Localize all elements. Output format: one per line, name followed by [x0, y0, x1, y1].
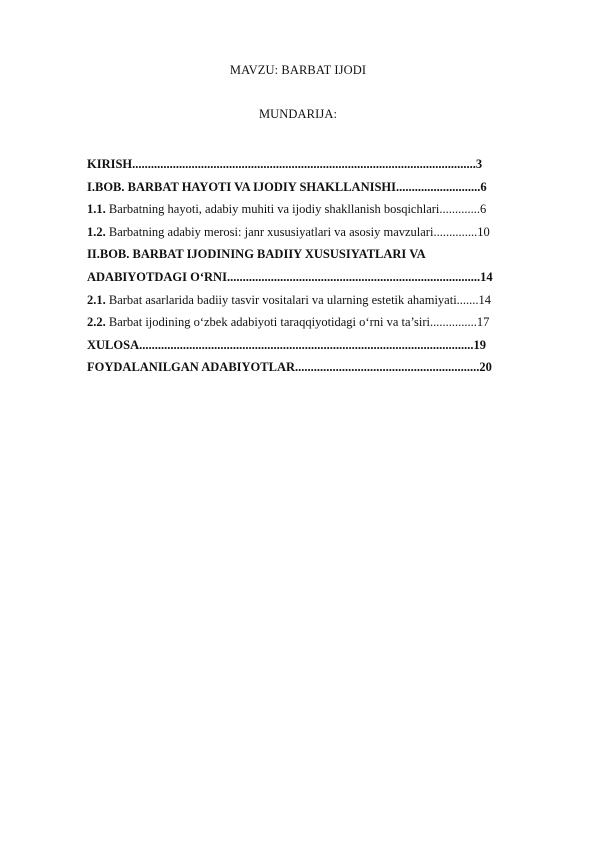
- toc-page-number: 6: [480, 202, 487, 217]
- toc-page-number: 3: [475, 157, 483, 171]
- toc-page-number: 10: [477, 224, 490, 239]
- toc-entry-text: II.BOB. BARBAT IJODINING BADIIY XUSUSIYATLARI VA: [87, 247, 426, 262]
- toc-entry-section-1-1[interactable]: [87, 198, 541, 221]
- toc-entry-section-2-2[interactable]: [87, 311, 541, 334]
- toc-section-number: 2.2.: [87, 315, 106, 330]
- toc-entry-bibliography[interactable]: [87, 356, 541, 379]
- toc-leader-dots: ..............................................................................................................: [132, 157, 476, 171]
- toc-entry-text: Barbatning adabiy merosi: janr xususiyatlari va asosiy mavzulari: [105, 224, 434, 239]
- toc-page-number: 17: [476, 315, 490, 330]
- toc-leader-dots: ...........................................................: [295, 360, 480, 375]
- table-of-contents: [87, 153, 541, 379]
- toc-leader-dots: ..............: [433, 224, 478, 239]
- toc-leader-dots: .......: [456, 292, 479, 307]
- toc-page-number: 20: [479, 360, 492, 375]
- toc-leader-dots: .................................................................................: [226, 269, 481, 284]
- toc-entry-text: I.BOB. BARBAT HAYOTI VA IJODIY SHAKLLANISHI: [87, 179, 397, 194]
- toc-entry-text: Barbat asarlarida badiiy tasvir vositalari va ularning estetik ahamiyati: [105, 292, 457, 307]
- toc-section-number: 1.2.: [87, 224, 106, 239]
- document-topic: MAVZU: BARBAT IJODI: [229, 63, 367, 77]
- toc-page-number: 14: [478, 292, 492, 307]
- toc-section-number: 1.1.: [87, 202, 106, 217]
- toc-entry-section-1-2[interactable]: [87, 221, 541, 244]
- toc-leader-dots: .............: [439, 202, 480, 217]
- toc-entry-kirish[interactable]: [87, 153, 541, 176]
- toc-entry-chapter-2-line-1[interactable]: [87, 243, 541, 266]
- toc-page-number: 19: [473, 337, 486, 352]
- toc-entry-chapter-2-line-2[interactable]: [87, 266, 541, 289]
- toc-leader-dots: ...........................................................................................................: [139, 337, 474, 352]
- toc-entry-text: Barbat ijodining o‘zbek adabiyoti taraqqiyotidagi o‘rni va ta’siri: [105, 315, 430, 330]
- toc-section-number: 2.1.: [87, 292, 106, 307]
- toc-entry-chapter-1[interactable]: [87, 176, 541, 199]
- toc-entry-text: Barbatning hayoti, adabiy muhiti va ijodiy shakllanish bosqichlari: [105, 202, 440, 217]
- toc-entry-text: FOYDALANILGAN ADABIYOTLAR: [87, 360, 296, 375]
- contents-title: MUNDARIJA:: [258, 107, 338, 121]
- toc-entry-text: KIRISH: [87, 157, 133, 171]
- toc-entry-text: ADABIYOTDAGI O‘RNI: [87, 269, 227, 284]
- toc-page-number: 14: [480, 269, 493, 284]
- toc-leader-dots: ...............: [429, 315, 477, 330]
- toc-entry-text: XULOSA: [87, 337, 140, 352]
- toc-leader-dots: ...........................: [396, 179, 481, 194]
- toc-page-number: 6: [480, 179, 487, 194]
- toc-entry-section-2-1[interactable]: [87, 289, 541, 312]
- toc-entry-xulosa[interactable]: [87, 334, 541, 357]
